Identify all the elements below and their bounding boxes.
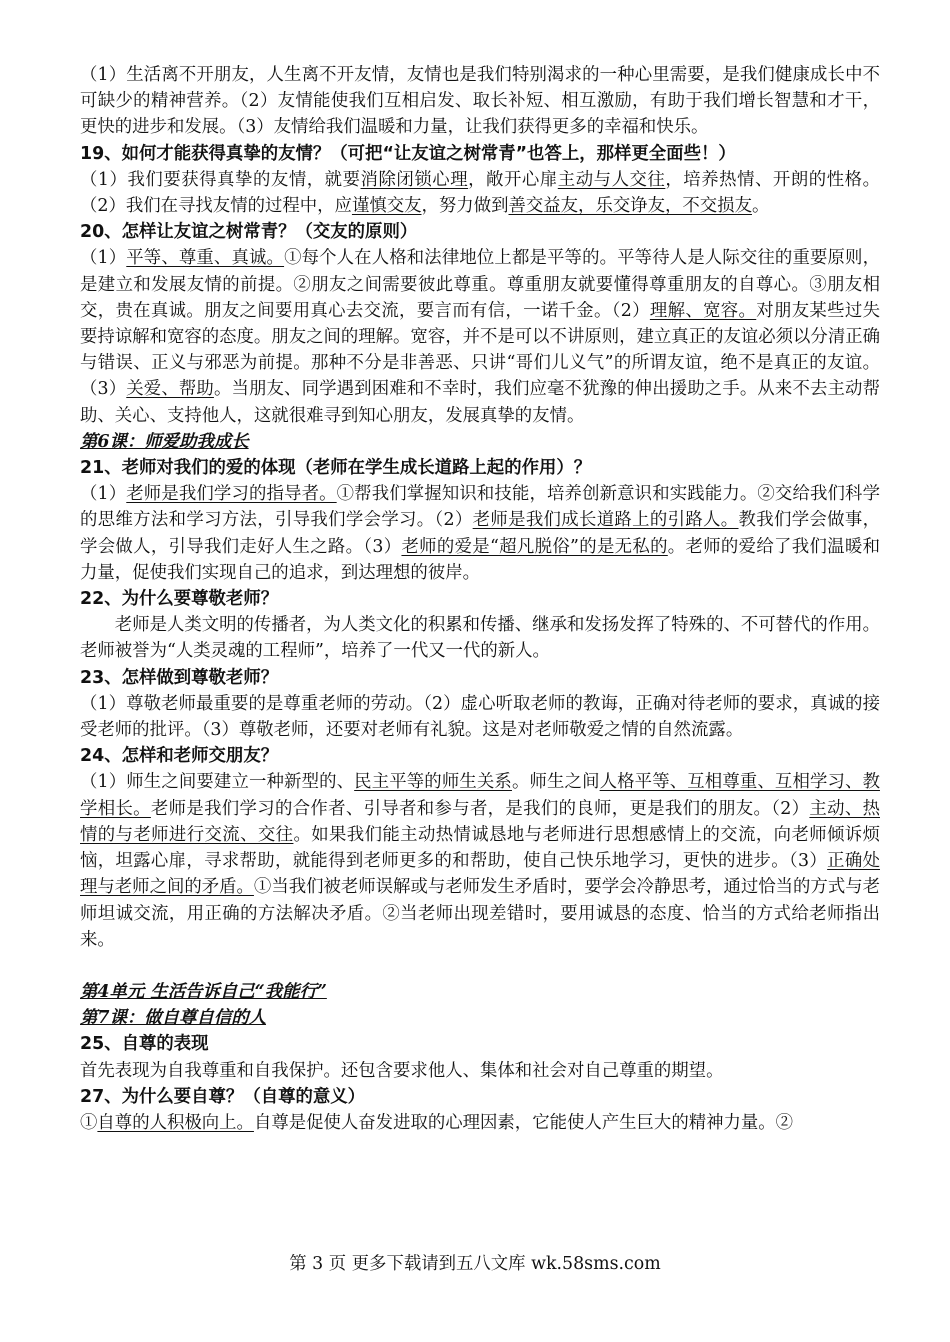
key-point: 善交益友，乐交诤友，不交损友 — [508, 196, 752, 217]
answer-21: （1）老师是我们学习的指导者。①帮我们掌握知识和技能，培养创新意识和实践能力。②交给我们科学的思维方法和学习方法，引导我们学会学习。（2）老师是我们成长道路上的引路人。教我们学会做事，学会做人，引导我们走好人生之路。（3）老师的爱是“超凡脱俗”的是无私的。老师的爱给了我们温暖和力量，促使我们实现自己的追求，到达理想的彼岸。 — [80, 484, 880, 583]
lesson-6-title: 第6课：师爱助我成长 — [80, 431, 249, 452]
document-body — [80, 62, 880, 1136]
key-point: 自尊的人积极向上。 — [97, 1112, 254, 1133]
key-point: 正确处理与老师之间的矛盾。 — [80, 851, 880, 898]
question-19-heading: 19、如何才能获得真挚的友情？（可把“让友谊之树常青”也答上，那样更全面些！） — [80, 143, 736, 164]
question-21-heading: 21、老师对我们的爱的体现（老师在学生成长道路上起的作用）？ — [80, 458, 592, 479]
key-point: 主动、热情的与老师进行交流、交往 — [80, 798, 880, 845]
answer-25: 首先表现为自我尊重和自我保护。还包含要求他人、集体和社会对自己尊重的期望。 — [80, 1060, 724, 1081]
question-24-heading: 24、怎样和老师交朋友？ — [80, 746, 279, 767]
answer-27: ①自尊的人积极向上。自尊是促使人奋发进取的心理因素，它能使人产生巨大的精神力量。② — [80, 1112, 794, 1133]
question-25-heading: 25、自尊的表现 — [80, 1034, 209, 1055]
key-point: 关爱、帮助 — [126, 379, 214, 400]
lesson-7-title: 第7课：做自尊自信的人 — [80, 1008, 267, 1029]
question-20-heading: 20、怎样让友谊之树常青？（交友的原则） — [80, 222, 418, 243]
key-point: 理解、宽容。 — [649, 300, 757, 321]
key-point: 主动与人交往 — [557, 169, 666, 190]
key-point: 平等、尊重、真诚。 — [126, 248, 285, 269]
section-spacer — [80, 953, 880, 979]
key-point: 民主平等的师生关系 — [354, 772, 512, 793]
key-point: 人格平等、互相尊重、互相学习、教学相长。 — [80, 772, 880, 819]
question-27-heading: 27、为什么要自尊？（自尊的意义） — [80, 1086, 366, 1107]
key-point: 消除闭锁心理 — [360, 169, 469, 190]
answer-22: 老师是人类文明的传播者，为人类文化的积累和传播、继承和发扬发挥了特殊的、不可替代的作用。老师被誉为“人类灵魂的工程师”，培养了一代又一代的新人。 — [80, 615, 880, 662]
paragraph-friendship-importance: （1）生活离不开朋友，人生离不开友情，友情也是我们特别渴求的一种心里需要，是我们健康成长中不可缺少的精神营养。（2）友情能使我们互相启发、取长补短、相互激励，有助于我们增长智慧和才干，更快的进步和发展。（3）友情给我们温暖和力量，让我们获得更多的幸福和快乐。 — [80, 65, 880, 138]
question-23-heading: 23、怎样做到尊敬老师？ — [80, 667, 279, 688]
answer-23: （1）尊敬老师最重要的是尊重老师的劳动。（2）虚心听取老师的教诲，正确对待老师的要求，真诚的接受老师的批评。（3）尊敬老师，还要对老师有礼貌。这是对老师敬爱之情的自然流露。 — [80, 693, 880, 741]
answer-24: （1）师生之间要建立一种新型的、民主平等的师生关系。师生之间人格平等、互相尊重、互相学习、教学相长。老师是我们学习的合作者、引导者和参与者，是我们的良师，更是我们的朋友。（2）主动、热情的与老师进行交流、交往。如果我们能主动热情诚恳地与老师进行思想感情上的交流，向老师倾诉烦恼，坦露心扉，寻求帮助，就能得到老师更多的和帮助，使自己快乐地学习，更快的进步。（3）正确处理与老师之间的矛盾。①当我们被老师误解或与老师发生矛盾时，要学会冷静思考，通过恰当的方式与老师坦诚交流，用正确的方法解决矛盾。②当老师出现差错时，要用诚恳的态度、恰当的方式给老师指出来。 — [80, 772, 880, 950]
answer-19: （1）我们要获得真挚的友情，就要消除闭锁心理，敞开心扉主动与人交往，培养热情、开朗的性格。（2）我们在寻找友情的过程中，应谨慎交友，努力做到善交益友，乐交诤友，不交损友。 — [80, 169, 880, 217]
question-22-heading: 22、为什么要尊敬老师？ — [80, 589, 279, 610]
answer-20: （1）平等、尊重、真诚。①每个人在人格和法律地位上都是平等的。平等待人是人际交往的重要原则，是建立和发展友情的前提。②朋友之间需要彼此尊重。尊重朋友就要懂得尊重朋友的自尊心。③朋友相交，贵在真诚。朋友之间要用真心去交流，要言而有信，一诺千金。（2）理解、宽容。对朋友某些过失要持谅解和宽容的态度。朋友之间的理解。宽容，并不是可以不讲原则，建立真正的友谊必须以分清正确与错误、正义与邪恶为前提。那种不分是非善恶、只讲“哥们儿义气”的所谓友谊，绝不是真正的友谊。（3）关爱、帮助。当朋友、同学遇到困难和不幸时，我们应毫不犹豫的伸出援助之手。从来不去主动帮助、关心、支持他人，这就很难寻到知心朋友，发展真挚的友情。 — [80, 248, 880, 426]
key-point: 老师是我们成长道路上的引路人。 — [472, 510, 739, 531]
unit-4-title: 第4单元 生活告诉自己“我能行” — [80, 981, 327, 1002]
key-point: 老师是我们学习的指导者。 — [126, 484, 337, 505]
key-point: 老师的爱是“超凡脱俗”的是无私的 — [401, 536, 668, 557]
key-point: 谨慎交友 — [351, 196, 422, 217]
page-footer: 第 3 页 更多下载请到五八文库 wk.58sms.com — [289, 1254, 661, 1274]
